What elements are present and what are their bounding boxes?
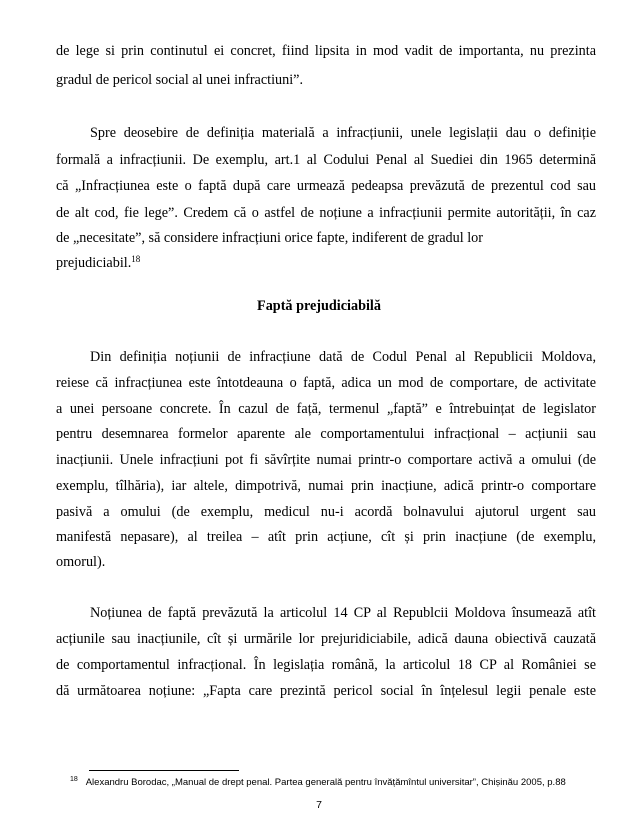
body-line: Spre deosebire de definiția materială a infracțiunii, unele legislații dau o definiție <box>90 125 596 141</box>
section-heading: Faptă prejudiciabilă <box>257 298 381 314</box>
body-line: de comportamentul infracțional. În legislația română, la articolul 18 CP al României se <box>56 657 596 673</box>
body-line: de „necesitate”, să considere infracțiuni orice fapte, indiferent de gradul lor <box>56 230 483 246</box>
body-line: formală a infracțiunii. De exemplu, art.1 al Codului Penal al Suediei din 1965 determină <box>56 152 596 168</box>
footnote-text: Alexandru Borodac, „Manual de drept penal. Partea generală pentru învățămîntul universitar”, Chișinău 2005, p.88 <box>85 777 566 788</box>
body-line: de lege si prin continutul ei concret, fiind lipsita in mod vadit de importanta, nu prezinta <box>56 43 596 59</box>
body-line: Din definiția noțiunii de infracțiune dată de Codul Penal al Republicii Moldova, <box>90 349 596 365</box>
body-text: prejudiciabil. <box>56 255 132 271</box>
body-line <box>56 254 596 272</box>
body-line: dă următoarea noțiune: „Fapta care prezintă pericol social în înțelesul legii penale este <box>56 683 596 699</box>
body-line: exemplu, tîlhăria), iar altele, dimpotrivă, numai prin inacțiune, adică printr-o comportare <box>56 478 596 494</box>
body-line: de alt cod, fie lege”. Credem că o astfel de noțiune a infracțiunii permite autorității, în caz <box>56 205 596 221</box>
body-line: reiese că infracțiunea este întotdeauna o faptă, adica un mod de comportare, de activitate <box>56 375 596 391</box>
footnote-divider <box>89 770 239 771</box>
body-line: Noțiunea de faptă prevăzută la articolul 14 CP al Republcii Moldova însumează atît <box>90 605 596 621</box>
body-line: acțiunile sau inacțiunile, cît și urmările lor prejuridiciabile, adică dauna obiectivă cauzată <box>56 631 596 647</box>
body-line: omorul). <box>56 554 106 570</box>
body-line: că „Infracțiunea este o faptă după care urmează pedeapsa prevăzută de prezentul cod sau <box>56 178 596 194</box>
page-number: 7 <box>316 799 322 811</box>
body-line: inacțiunii. Unele infracțiuni pot fi săvîrțite numai printr-o comportare activă a omului (de <box>56 452 596 468</box>
body-line: gradul de pericol social al unei infractiuni”. <box>56 72 303 88</box>
body-line: pasivă a omului (de exemplu, medicul nu-i acordă bolnavului ajutorul urgent sau <box>56 504 596 520</box>
body-line: pentru desemnarea formelor aparente ale comportamentului infracțional – acțiunii sau <box>56 426 596 442</box>
footnote <box>70 776 566 789</box>
footnote-number: 18 <box>70 776 78 783</box>
body-line: a unei persoane concrete. În cazul de față, termenul „faptă” e întrebuințat de legislator <box>56 401 596 417</box>
body-line: manifestă nepasare), al treilea – atît prin acțiune, cît și prin inacțiune (de exemplu, <box>56 529 596 545</box>
footnote-reference: 18 <box>131 254 141 264</box>
